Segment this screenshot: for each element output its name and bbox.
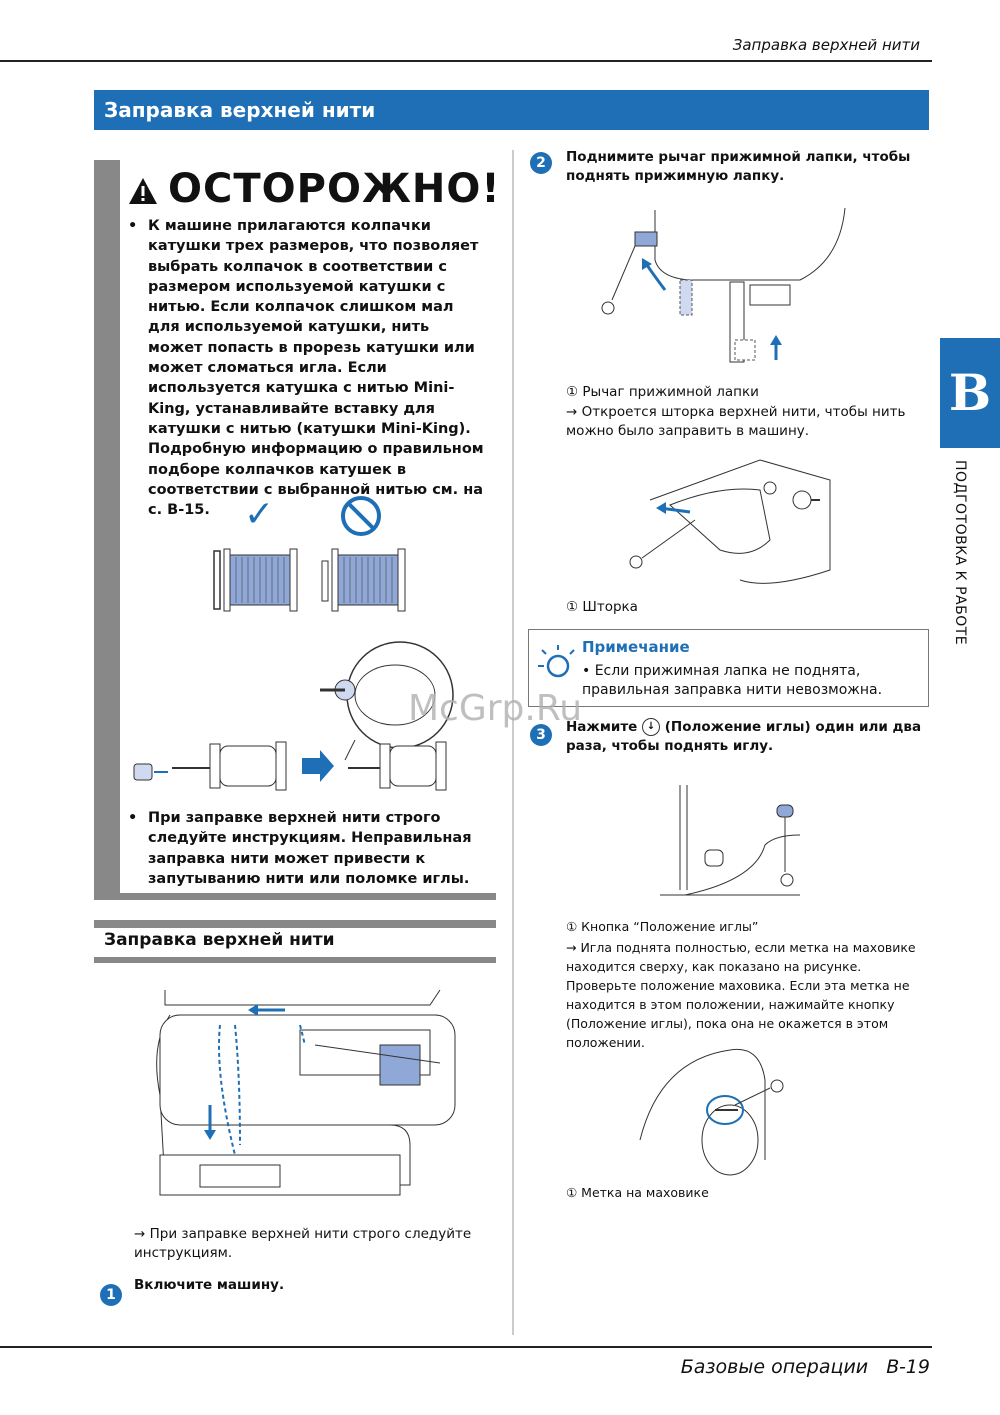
column-divider (512, 150, 514, 1335)
spool-correct-illustration (210, 545, 300, 615)
running-header: Заправка верхней нити (732, 36, 920, 54)
step-2-number: 2 (530, 152, 552, 174)
note-icon (536, 644, 576, 684)
chapter-tab: B (940, 338, 1000, 448)
step-3-result: → Игла поднята полностью, если метка на маховике находится сверху, как показано на рисунке. Проверьте положение маховика. Если эта метка не находится в этом положении, нажимайте кнопку (Положение иглы), пока она не окажется в этом положении. (566, 940, 916, 1050)
subheading-rule-top (94, 920, 496, 928)
note-text: • Если прижимная лапка не поднята, правильная заправка нити невозможна. (582, 663, 883, 698)
chapter-title-vertical: ПОДГОТОВКА К РАБОТЕ (952, 460, 968, 646)
spool-incorrect-illustration (318, 545, 408, 615)
note-title: Примечание (582, 638, 690, 656)
step-2-callout-1: ① Рычаг прижимной лапки (566, 384, 759, 400)
prohibited-icon (340, 495, 382, 537)
step-2-callout-2: ① Шторка (566, 599, 638, 615)
footer-rule (0, 1346, 932, 1348)
step-3-callout-1: ① Кнопка “Положение иглы” (566, 919, 759, 934)
step-3-number: 3 (530, 724, 552, 746)
step-3-text-before: Нажмите (566, 719, 638, 735)
step-3-text-after: (Положение иглы) один или два раза, чтобы поднять иглу. (566, 719, 922, 754)
caution-title: ОСТОРОЖНО! (168, 166, 501, 212)
footer-page-label: Базовые операции B-19 (680, 1356, 930, 1378)
subsection-title: Заправка верхней нити (104, 930, 335, 950)
step-3-text (566, 718, 931, 756)
section-banner: Заправка верхней нити (94, 90, 929, 130)
warning-icon (128, 177, 158, 205)
step-3-callout-2: ① Метка на маховике (566, 1185, 709, 1200)
step-1-number: 1 (100, 1284, 122, 1306)
step-2-result: → Откроется шторка верхней нити, чтобы нить можно было заправить в машину. (566, 404, 906, 439)
presser-foot-lever-illustration (590, 200, 860, 375)
step-1-text: Включите машину. (134, 1277, 285, 1293)
caution-bullet-2-text: • При заправке верхней нити строго следуйте инструкциям. Неправильная заправка нити может привести к запутыванию нити или поломке иглы. (128, 808, 488, 889)
needle-position-icon: ↓ (642, 718, 660, 736)
subheading-rule-bottom (94, 957, 496, 963)
caution-bullet-1-text: • К машине прилагаются колпачки катушки трех размеров, что позволяет выбрать колпачок в соответствии с размером используемой катушки с нитью. Если колпачок слишком мал для используемой катушки, нить может попасть в прорезь катушки или может сломаться игла. Если используется катушка с нитью Mini-King, устанавливайте вставку для катушки с нитью (катушки Mini-King). Подробную информацию о правильном подборе колпачков катушек в соответствии с выбранной нитью см. на с. B-15. (128, 216, 488, 520)
handwheel-mark-illustration (630, 1040, 790, 1180)
needle-position-button-illustration (655, 780, 805, 900)
watermark: McGrp.Ru (408, 688, 583, 729)
caution-bullet-1 (128, 216, 488, 520)
caution-heading (128, 166, 501, 212)
threading-path-illustration (140, 985, 470, 1205)
step-2-text: Поднимите рычаг прижимной лапки, чтобы поднять прижимную лапку. (566, 149, 911, 184)
check-icon: ✓ (244, 494, 275, 535)
left-result-note: → При заправке верхней нити строго следуйте инструкциям. (134, 1226, 472, 1261)
thread-shutter-illustration (620, 450, 840, 590)
caution-bullet-2 (128, 808, 488, 889)
header-rule (0, 60, 932, 62)
